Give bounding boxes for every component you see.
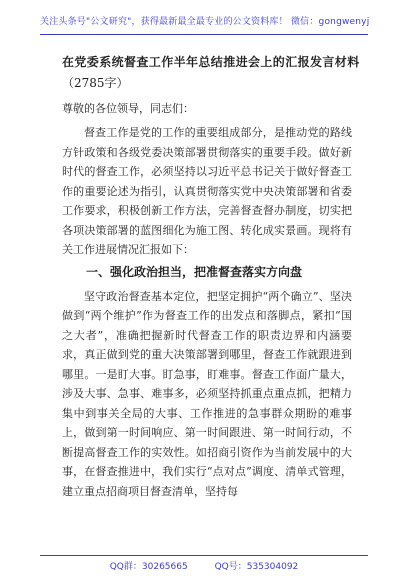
footer-qq-group: QQ群：30265665 — [109, 562, 188, 572]
intro-paragraph: 督查工作是党的工作的重要组成部分，是推动党的路线方针政策和各级党委决策部署贯彻落实的重要手段。做好新时代的督查工作，必须坚持以习近平总书记关于做好督查工作的重要论述为指引，认真贯彻落实党中央决策部署和省委工作要求，积极创新工作方法，完善督查督办制度，切实把各项决策部署的蓝图细化为施工图、转化成实景画。现将有关工作进展情况汇报如下： — [62, 126, 352, 256]
footer-contact — [40, 559, 368, 572]
header-banner — [40, 6, 368, 35]
section-paragraph: 坚守政治督查基本定位，把坚定拥护“两个确立”、坚决做到“两个维护”作为督查工作的出发点和落脚点，紧扣“国之大者”，准确把握新时代督查工作的职责边界和内涵要求，真正做到党的重大决策部署到哪里，督查工作就跟进到哪里。一是盯大事。盯急事，盯难事。督查工作面广量大，涉及大事、急事、难事多，必须坚持抓重点重点抓，把精力集中到事关全局的大事、工作推进的急事群众期盼的难事上，做到第一时间响应、第一时间跟进、第一时间行动，不断提高督查工作的实效性。如招商引资作为当前发展中的大事，在督查推进中，我们实行“点对点”调度、清单式管理，建立重点招商项目督查清单，坚持每 — [62, 289, 352, 498]
word-count: （2785字） — [62, 76, 129, 90]
footer-banner — [40, 555, 368, 574]
header-promo-text: 关注头条号"公文研究"，获得最新最全最专业的公文资料库！ 微信：gongwenyj — [40, 17, 370, 27]
document-body — [62, 54, 360, 501]
salutation: 尊敬的各位领导，同志们： — [62, 102, 194, 115]
section-heading: 一、强化政治担当，把准督查落实方向盘 — [86, 264, 303, 279]
document-title: 在党委系统督查工作半年总结推进会上的汇报发言材料 — [62, 55, 360, 69]
footer-qq-number: QQ号：535304092 — [214, 562, 299, 572]
